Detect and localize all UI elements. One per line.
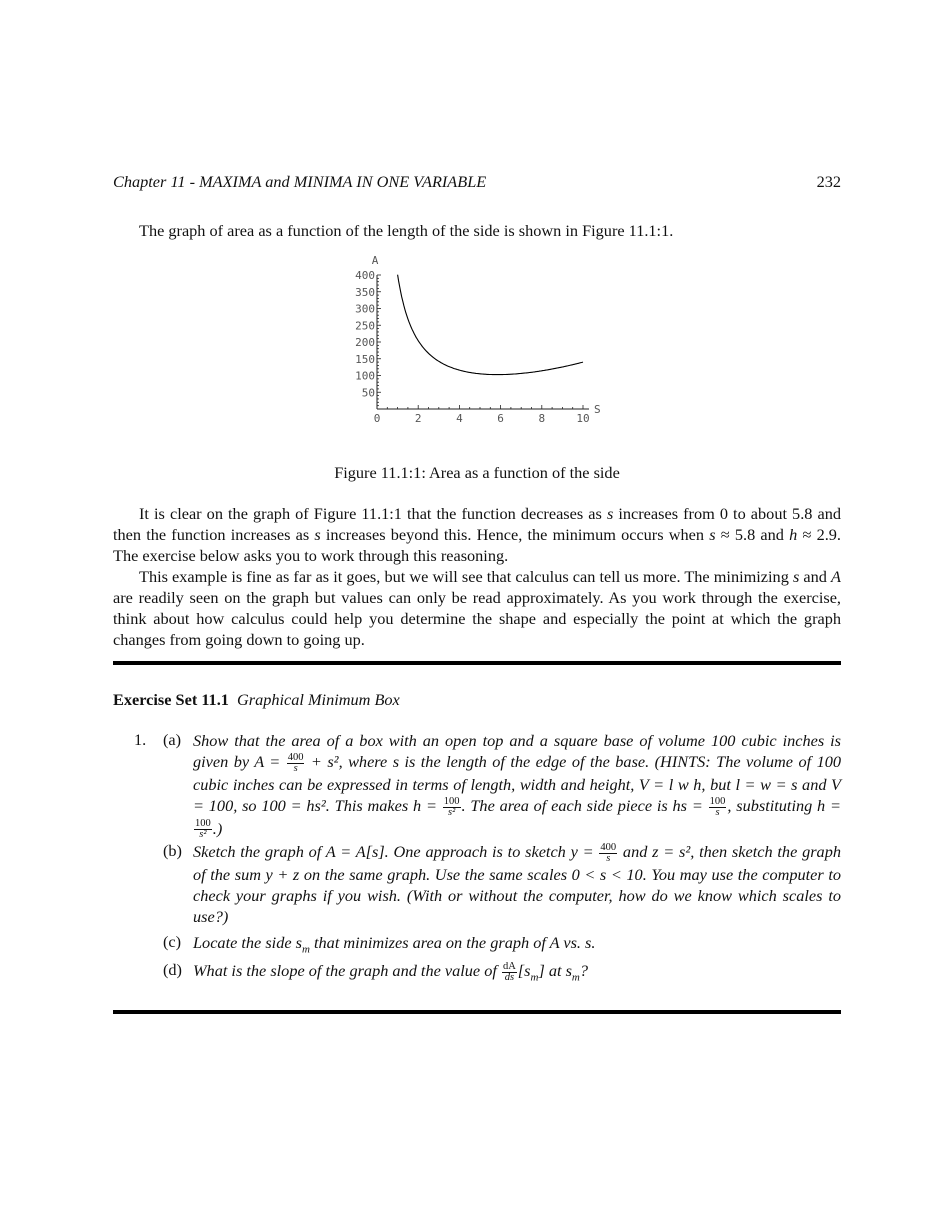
denominator: s² bbox=[448, 806, 456, 818]
numerator: 400 bbox=[600, 841, 617, 853]
y-tick-label: 250 bbox=[355, 319, 375, 333]
exercise-subtitle: Graphical Minimum Box bbox=[237, 690, 400, 709]
fraction bbox=[502, 962, 517, 983]
numerator: dA bbox=[502, 960, 516, 972]
fraction bbox=[287, 753, 305, 774]
fraction bbox=[709, 797, 727, 818]
italic-text: A bbox=[831, 567, 841, 586]
area-curve bbox=[398, 275, 583, 375]
part-c-text bbox=[193, 932, 841, 960]
italic-text: ? bbox=[579, 961, 589, 980]
numerator: 100 bbox=[709, 795, 726, 807]
x-tick-label: 10 bbox=[576, 412, 590, 425]
italic-text: , substituting h = bbox=[727, 795, 841, 815]
text-run: It is clear on the graph of Figure 11.1:1 that the function decreases as bbox=[139, 504, 607, 523]
subscript: m bbox=[571, 971, 580, 984]
y-tick-label: 200 bbox=[355, 336, 375, 349]
italic-text: + s², where s is the length of the edge of the base. (HINTS: The volume of 100 cubic inches can be expressed in terms of length, width and height, V = l w h, but l = w = s and V = 100, so 100 = hs². This makes h = bbox=[193, 752, 841, 815]
y-tick-label: 350 bbox=[355, 285, 375, 299]
numerator: 100 bbox=[443, 795, 460, 807]
y-tick-label: 50 bbox=[361, 386, 375, 400]
page-number: 232 bbox=[816, 172, 841, 191]
denominator: s bbox=[715, 806, 720, 818]
paragraph-1 bbox=[113, 503, 841, 566]
denominator: ds bbox=[504, 971, 515, 983]
text-run: ≈ 5.8 and bbox=[715, 525, 790, 544]
text-run: The graph of area as a function of the length of the side is shown in Figure 11.1:1. bbox=[139, 221, 674, 240]
part-d-label: (d) bbox=[163, 960, 182, 979]
part-d-text bbox=[193, 960, 841, 988]
denominator: s bbox=[293, 762, 298, 774]
figure-caption: Figure 11.1:1: Area as a function of the side bbox=[334, 463, 620, 482]
numerator: 100 bbox=[195, 818, 211, 830]
running-header-chapter: Chapter 11 - MAXIMA and MINIMA IN ONE VARIABLE bbox=[113, 172, 487, 191]
part-c-label: (c) bbox=[163, 932, 182, 951]
italic-text: What is the slope of the graph and the value of bbox=[193, 961, 501, 980]
part-a-text bbox=[193, 730, 841, 840]
italic-text: s bbox=[606, 504, 614, 523]
paragraph-2 bbox=[113, 566, 841, 650]
section-rule-top bbox=[113, 661, 841, 665]
italic-text: ] at s bbox=[538, 961, 572, 980]
area-chart bbox=[340, 250, 620, 430]
x-tick-label: 4 bbox=[456, 412, 463, 425]
y-axis-label: A bbox=[371, 254, 379, 267]
subscript: m bbox=[301, 943, 310, 956]
intro-paragraph bbox=[139, 220, 841, 241]
y-tick-label: 100 bbox=[355, 369, 375, 383]
italic-text: and z = s², then sketch the graph of the sum y + z on the same graph. Use the same scales 0 < s < 10. You may use the computer to check your graphs if you wish. (With or without the computer, how do we know which scales to use?) bbox=[193, 842, 841, 926]
italic-text: Locate the side s bbox=[193, 933, 302, 952]
fraction bbox=[443, 797, 461, 818]
subscript: m bbox=[530, 971, 539, 984]
part-a-label: (a) bbox=[163, 730, 182, 749]
text-run: This example is fine as far as it goes, but we will see that calculus can tell us more. The minimizing bbox=[139, 567, 793, 586]
text-run: are readily seen on the graph but values can only be read approximately. As you work through the exercise, think about how calculus could help you determine the shape and especially the point at which the graph changes from going down to going up. bbox=[113, 588, 841, 649]
x-axis-label: S bbox=[594, 403, 601, 416]
italic-text: . The area of each side piece is hs = bbox=[461, 795, 708, 815]
italic-text: s bbox=[709, 525, 716, 544]
italic-text: Show that the area of a box with an open top and a square base of volume 100 cubic inches is given by A = bbox=[193, 731, 841, 771]
text-run: ≈ 2.9. The exercise below asks you to work through this reasoning. bbox=[113, 525, 842, 565]
denominator: s² bbox=[199, 829, 207, 841]
fraction bbox=[194, 819, 212, 840]
italic-text: s bbox=[792, 567, 800, 586]
exercise-title: Exercise Set 11.1 bbox=[113, 690, 229, 709]
exercise-heading bbox=[113, 690, 400, 710]
text-run: and bbox=[799, 567, 832, 586]
denominator: s bbox=[606, 852, 611, 864]
italic-text: h bbox=[789, 525, 798, 544]
italic-text: .) bbox=[212, 818, 223, 838]
x-tick-label: 6 bbox=[497, 412, 504, 425]
section-rule-bottom bbox=[113, 1010, 841, 1014]
italic-text: [s bbox=[517, 961, 531, 980]
y-tick-label: 150 bbox=[355, 352, 375, 366]
x-tick-label: 8 bbox=[538, 412, 546, 425]
numerator: 400 bbox=[287, 751, 304, 763]
italic-text: s bbox=[314, 525, 321, 544]
italic-text: Sketch the graph of A = A[s]. One approach is to sketch y = bbox=[193, 842, 599, 861]
text-run: increases beyond this. Hence, the minimum occurs when bbox=[320, 525, 710, 544]
x-tick-label: 0 bbox=[373, 412, 381, 425]
y-tick-label: 400 bbox=[355, 269, 375, 282]
italic-text: that minimizes area on the graph of A vs. s. bbox=[309, 933, 596, 952]
fraction bbox=[599, 843, 617, 864]
part-b-text bbox=[193, 841, 841, 927]
y-tick-label: 300 bbox=[355, 302, 375, 316]
text-run: increases from 0 to about 5.8 and then the function increases as bbox=[113, 504, 841, 544]
x-tick-label: 2 bbox=[414, 412, 422, 425]
exercise-number: 1. bbox=[134, 730, 147, 749]
part-b-label: (b) bbox=[163, 841, 182, 860]
